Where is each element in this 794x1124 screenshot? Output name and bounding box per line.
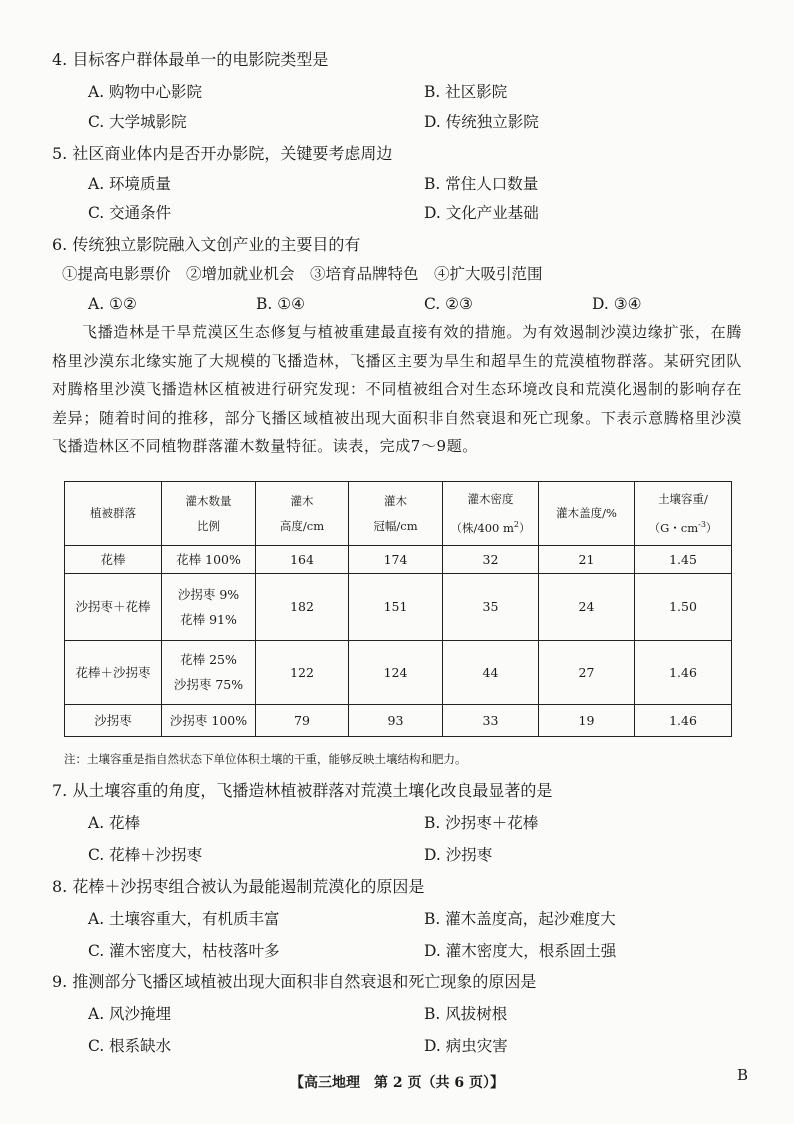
question-9-stem: 9. 推测部分飞播区域植被出现大面积非自然衰退和死亡现象的原因是	[52, 972, 537, 991]
cell-ratio: 沙拐枣 100%	[162, 704, 256, 736]
question-7-option-b: B. 沙拐枣＋花棒	[424, 814, 539, 832]
table-row	[65, 574, 732, 640]
cell-height: 164	[256, 546, 349, 574]
cell-height: 122	[256, 640, 349, 704]
question-6-option-b: B. ①④	[256, 295, 306, 313]
cell-bulk-density: 1.45	[635, 546, 732, 574]
question-6-option-c: C. ②③	[424, 295, 473, 313]
header-bulk-density: 土壤容重/ （G・$cm^{-3}$）	[635, 482, 732, 546]
question-4-stem: 4. 目标客户群体最单一的电影院类型是	[52, 50, 329, 69]
cell-bulk-density: 1.46	[635, 704, 732, 736]
cell-community: 沙拐枣	[65, 704, 162, 736]
question-5-option-d: D. 文化产业基础	[424, 204, 539, 222]
table-note: 注：土壤容重是指自然状态下单位体积土壤的干重，能够反映土壤结构和肥力。	[64, 752, 467, 766]
cell-height: 79	[256, 704, 349, 736]
question-5-stem: 5. 社区商业体内是否开办影院，关键要考虑周边	[52, 144, 393, 163]
page-footer: 【高三地理 第 2 页（共 6 页）】	[290, 1075, 504, 1091]
question-9-option-c: C. 根系缺水	[88, 1037, 172, 1055]
question-6-option-a: A. ①②	[88, 295, 137, 313]
question-8-option-a: A. 土壤容重大，有机质丰富	[88, 910, 280, 928]
cell-crown: 124	[349, 640, 443, 704]
question-8-option-c: C. 灌木密度大，枯枝落叶多	[88, 942, 280, 960]
header-crown: 灌木 冠幅/cm	[349, 482, 443, 546]
cell-ratio: 沙拐枣 9% 花棒 91%	[162, 574, 256, 640]
question-5-option-a: A. 环境质量	[88, 175, 172, 193]
shrub-data-table	[64, 481, 732, 737]
table-row	[65, 640, 732, 704]
header-density: 灌木密度 （株/400 $m^2$）	[443, 482, 539, 546]
cell-cover: 24	[539, 574, 635, 640]
table-row	[65, 546, 732, 574]
header-community: 植被群落	[65, 482, 162, 546]
question-6-statements: ①提高电影票价 ②增加就业机会 ③培育品牌特色 ④扩大吸引范围	[62, 265, 543, 283]
cell-community: 花棒	[65, 546, 162, 574]
cell-density: 35	[443, 574, 539, 640]
question-7-option-a: A. 花棒	[88, 814, 141, 832]
question-7-stem: 7. 从土壤容重的角度，飞播造林植被群落对荒漠土壤化改良最显著的是	[52, 781, 553, 800]
question-4-option-b: B. 社区影院	[424, 83, 508, 101]
header-cover: 灌木盖度/%	[539, 482, 635, 546]
cell-community: 花棒＋沙拐枣	[65, 640, 162, 704]
question-8-option-b: B. 灌木盖度高，起沙难度大	[424, 910, 616, 928]
question-6-option-d: D. ③④	[592, 295, 642, 313]
cell-density: 33	[443, 704, 539, 736]
question-9-option-a: A. 风沙掩埋	[88, 1005, 172, 1023]
table-header-row	[65, 482, 732, 546]
cell-crown: 93	[349, 704, 443, 736]
cell-ratio: 花棒 25% 沙拐枣 75%	[162, 640, 256, 704]
question-9-option-b: B. 风拔树根	[424, 1005, 508, 1023]
question-4-option-d: D. 传统独立影院	[424, 113, 539, 131]
cell-density: 44	[443, 640, 539, 704]
table-row	[65, 704, 732, 736]
cell-crown: 151	[349, 574, 443, 640]
question-4-option-c: C. 大学城影院	[88, 113, 187, 131]
cell-density: 32	[443, 546, 539, 574]
question-8-option-d: D. 灌木密度大，根系固土强	[424, 942, 617, 960]
cell-ratio: 花棒 100%	[162, 546, 256, 574]
cell-crown: 174	[349, 546, 443, 574]
question-7-option-d: D. 沙拐枣	[424, 846, 493, 864]
question-5-option-b: B. 常住人口数量	[424, 175, 539, 193]
cell-height: 182	[256, 574, 349, 640]
question-8-stem: 8. 花棒＋沙拐枣组合被认为最能遏制荒漠化的原因是	[52, 877, 425, 896]
question-5-option-c: C. 交通条件	[88, 204, 172, 222]
cell-cover: 19	[539, 704, 635, 736]
header-ratio: 灌木数量 比例	[162, 482, 256, 546]
cell-community: 沙拐枣＋花棒	[65, 574, 162, 640]
reading-passage: 飞播造林是干旱荒漠区生态修复与植被重建最直接有效的措施。为有效遏制沙漠边缘扩张，在腾格里沙漠东北缘实施了大规模的飞播造林，飞播区主要为旱生和超旱生的荒漠植物群落。某研究团队对腾格里沙漠飞播造林区植被进行研究发现：不同植被组合对生态环境改良和荒漠化遏制的影响存在差异；随着时间的推移，部分飞播区域植被出现大面积非自然衰退和死亡现象。下表示意腾格里沙漠飞播造林区不同植物群落灌木数量特征。读表，完成7～9题。	[52, 323, 742, 455]
cell-cover: 27	[539, 640, 635, 704]
cell-bulk-density: 1.50	[635, 574, 732, 640]
question-9-option-d: D. 病虫灾害	[424, 1037, 508, 1055]
exam-version-mark: B	[737, 1066, 749, 1084]
cell-bulk-density: 1.46	[635, 640, 732, 704]
question-6-stem: 6. 传统独立影院融入文创产业的主要目的有	[52, 235, 361, 254]
question-7-option-c: C. 花棒＋沙拐枣	[88, 846, 203, 864]
header-height: 灌木 高度/cm	[256, 482, 349, 546]
question-4-option-a: A. 购物中心影院	[88, 83, 203, 101]
cell-cover: 21	[539, 546, 635, 574]
